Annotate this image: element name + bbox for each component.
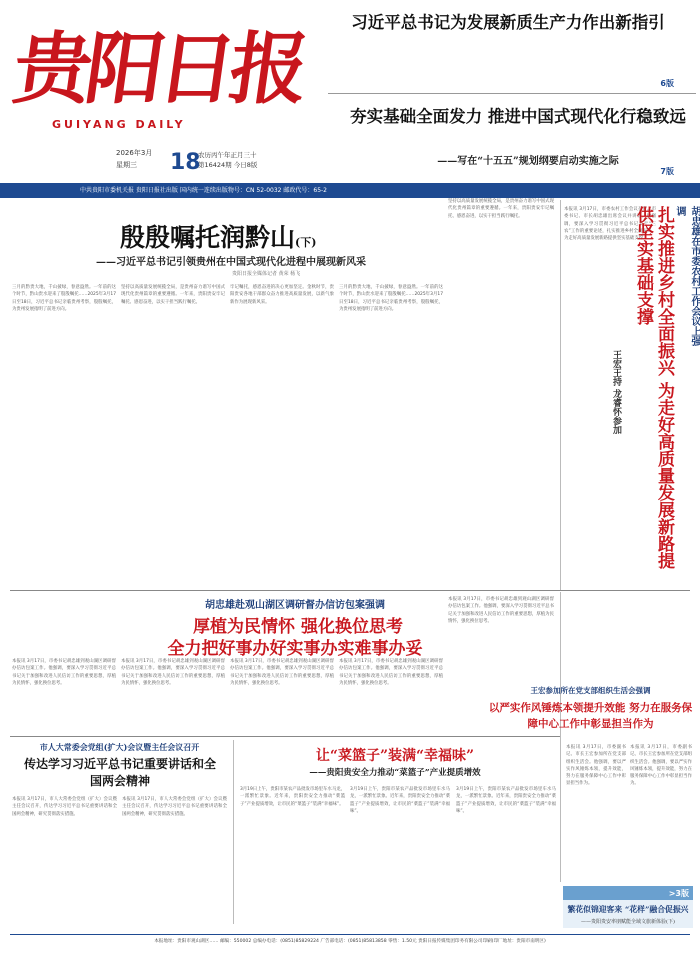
story5-page: >3版 [668, 889, 689, 898]
secondary-column-2: 本报讯 3月17日，市委书记胡忠雄到观山湖区调研督办信访包案工作。他强调，要深入学习贯彻习近平总书记关于加强和改进人民信访工作的重要思想，厚植为民情怀，强化换位思考。 [121, 659, 225, 686]
story3-column-2: 本报讯 3月17日，市人大常委会党组（扩大）会议暨主任会议召开，传达学习习近平总书记重要讲话和全国两会精神，研究贯彻落实措施。 [122, 797, 227, 817]
lead-byline: 贵阳日报全媒体记者 黄荣 杨飞 [232, 271, 301, 277]
issue-number: 第16424期 今日8版 [198, 161, 258, 169]
secondary-column-3: 本报讯 3月17日，市委书记胡忠雄到观山湖区调研督办信访包案工作。他强调，要深入学习贯彻习近平总书记关于加强和改进人民信访工作的重要思想，厚植为民情怀，强化换位思考。 [230, 659, 334, 686]
story4-column-1: 3月19日上午，贵阳市某农产品批发市场里车水马龙，一派繁忙景象。近年来，贵阳贵安全力推动“菜篮子”产业提质增效，让市民的“菜篮子”装满“幸福味”。 [240, 787, 345, 807]
lead-column-4: 三月的黔贵大地，千山披绿，春意盎然。一年前的这个时节，黔山贵水迎来了殷殷嘱托……2025年3月17日至18日，习近平总书记亲临贵州考察，殷殷嘱托，为贵州发展指明了前进方向。 [339, 285, 443, 312]
issue-meta [198, 150, 298, 170]
issue-date: 2026年3月 [116, 149, 153, 157]
right-story-title[interactable]: 以严实作风锤炼本领提升效能 努力在服务保障中心工作中彰显担当作为 [488, 702, 693, 730]
issue-day: 18 [170, 150, 201, 175]
lead-title-text: 殷殷嘱托润黔山 [120, 223, 296, 252]
teaser-2-page: 7版 [660, 167, 674, 176]
right-story-column-1: 本报讯 3月17日，市委副书记、市长王宏参加所在党支部组织生活会。他强调，要以严实作风锤炼本领，提升效能，努力在服务保障中心工作中彰显担当作为。 [566, 745, 626, 787]
teaser-1-page: 6版 [660, 79, 674, 88]
right-story-kicker: 王宏参加所在党支部组织生活会强调 [530, 686, 651, 695]
teaser-1[interactable] [328, 8, 696, 94]
lead-column-2: 坚持以高质量发展统揽全局，是贵州奋力谱写中国式现代化贵州篇章的重要遵循。一年来，贵阳贵安牢记嘱托、感恩奋进，以实干担当践行嘱托。 [121, 285, 225, 305]
lunar-date: 农历丙午年正月三十 [198, 151, 257, 159]
side-story-text: 本报讯 3月17日，市委农村工作会议召开。市委书记、市长胡忠雄出席会议并讲话。他强调，要深入学习贯彻习近平总书记关于“三农”工作的重要论述，扎实推进乡村全面振兴，为走好高质量发展新路提供坚实基础支撑。 [564, 207, 656, 242]
teaser-2-title: 夯实基础全面发力 推进中国式现代化行稳致远 [350, 107, 686, 126]
side-story-byline: 王宏王持 龙睿怀参加 [611, 350, 621, 435]
secondary-column-1: 本报讯 3月17日，市委书记胡忠雄到观山湖区调研督办信访包案工作。他强调，要深入学习贯彻习近平总书记关于加强和改进人民信访工作的重要思想，厚植为民情怀，强化换位思考。 [12, 659, 116, 686]
secondary-title-2[interactable]: 全力把好事办好实事办实难事办妥 [167, 639, 423, 659]
story5-title: 繁花似锦迎客来 “花样”融合促振兴 [567, 905, 689, 914]
secondary-title-1[interactable]: 厚植为民情怀 强化换位思考 [193, 617, 403, 637]
teaser-1-title: 习近平总书记为发展新质生产力作出新指引 [351, 13, 665, 32]
story3-kicker: 市人大常委会党组(扩大)会议暨主任会议召开 [39, 742, 200, 752]
lead-column-1: 三月的黔贵大地，千山披绿，春意盎然。一年前的这个时节，黔山贵水迎来了殷殷嘱托……2025年3月17日至18日，习近平总书记亲临贵州考察，殷殷嘱托，为贵州发展指明了前进方向。 [12, 285, 116, 312]
lead-title[interactable] [120, 218, 316, 254]
story4-column-3: 3月19日上午，贵阳市某农产品批发市场里车水马龙，一派繁忙景象。近年来，贵阳贵安全力推动“菜篮子”产业提质增效，让市民的“菜篮子”装满“幸福味”。 [456, 787, 556, 814]
secondary-kicker: 胡忠雄赴观山湖区调研督办信访包案强调 [205, 600, 385, 611]
lead-subtitle: ——习近平总书记引领贵州在中国式现代化进程中展现新风采 [96, 257, 366, 268]
story3-column-1: 本报讯 3月17日，市人大常委会党组（扩大）会议暨主任会议召开，传达学习习近平总书记重要讲话和全国两会精神，研究贯彻落实措施。 [12, 797, 117, 817]
teaser-2-subtitle: ——写在“十五五”规划纲要启动实施之际 [437, 156, 619, 167]
masthead-logo: 贵阳日报 [7, 24, 309, 115]
lead-title-suffix: (下) [295, 236, 317, 249]
masthead-info-bar: 中共贵阳市委机关报 贵阳日报社出版 国内统一连续出版物号：CN 52-0032 邮政代号：65-2 [0, 183, 700, 198]
masthead-pinyin: GUIYANG DAILY [52, 118, 186, 131]
issue-weekday: 星期三 [116, 161, 137, 169]
lead-column-5: 坚持以高质量发展统揽全局，是贵州奋力谱写中国式现代化贵州篇章的重要遵循。一年来，贵阳贵安牢记嘱托、感恩奋进，以实干担当践行嘱托。 [448, 199, 554, 219]
story3-title[interactable]: 传达学习习近平总书记重要讲话和全国两会精神 [23, 757, 216, 788]
secondary-column-5: 本报讯 3月17日，市委书记胡忠雄到观山湖区调研督办信访包案工作。他强调，要深入学习贯彻习近平总书记关于加强和改进人民信访工作的重要思想，厚植为民情怀，强化换位思考。 [448, 597, 554, 624]
right-story-column-2: 本报讯 3月17日，市委副书记、市长王宏参加所在党支部组织生活会。他强调，要以严实作风锤炼本领，提升效能，努力在服务保障中心工作中彰显担当作为。 [630, 745, 692, 787]
story4-title[interactable]: 让“菜篮子”装满“幸福味” [315, 748, 475, 764]
side-story-kicker: 胡忠雄在市委农村工作会议上强调 [674, 206, 700, 346]
story5-subtitle: ——贵阳贵安率朋赋能全域文旅新体验(下) [581, 919, 675, 925]
story4-column-2: 3月19日上午，贵阳市某农产品批发市场里车水马龙，一派繁忙景象。近年来，贵阳贵安全力推动“菜篮子”产业提质增效，让市民的“菜篮子”装满“幸福味”。 [350, 787, 450, 814]
side-story-title[interactable]: 扎实推进乡村全面振兴 为走好高质量发展新路提供坚实基础支撑 [633, 206, 674, 569]
footer-imprint: 本报地址：贵阳市观山湖区…… 邮编：550002 总编办电话：(0851)85829224 广告部电话：(0851)85813858 零售：1.50元 贵阳日报传媒集团印务有限公司印刷(印厂地址：贵阳市南明区) [154, 939, 546, 944]
secondary-column-4: 本报讯 3月17日，市委书记胡忠雄到观山湖区调研督办信访包案工作。他强调，要深入学习贯彻习近平总书记关于加强和改进人民信访工作的重要思想，厚植为民情怀，强化换位思考。 [339, 659, 443, 686]
lead-column-3: 牢记嘱托，感恩奋进的决心更加坚定。金秋时节，贵阳贵安各地干部群众奋力推进高质量发展，以新气象新作为展现新风采。 [230, 285, 334, 305]
story4-subtitle: ——贵阳贵安全力推动“菜篮子”产业提质增效 [309, 768, 481, 778]
story5-teaser[interactable] [563, 886, 693, 928]
teaser-2[interactable] [328, 98, 696, 180]
